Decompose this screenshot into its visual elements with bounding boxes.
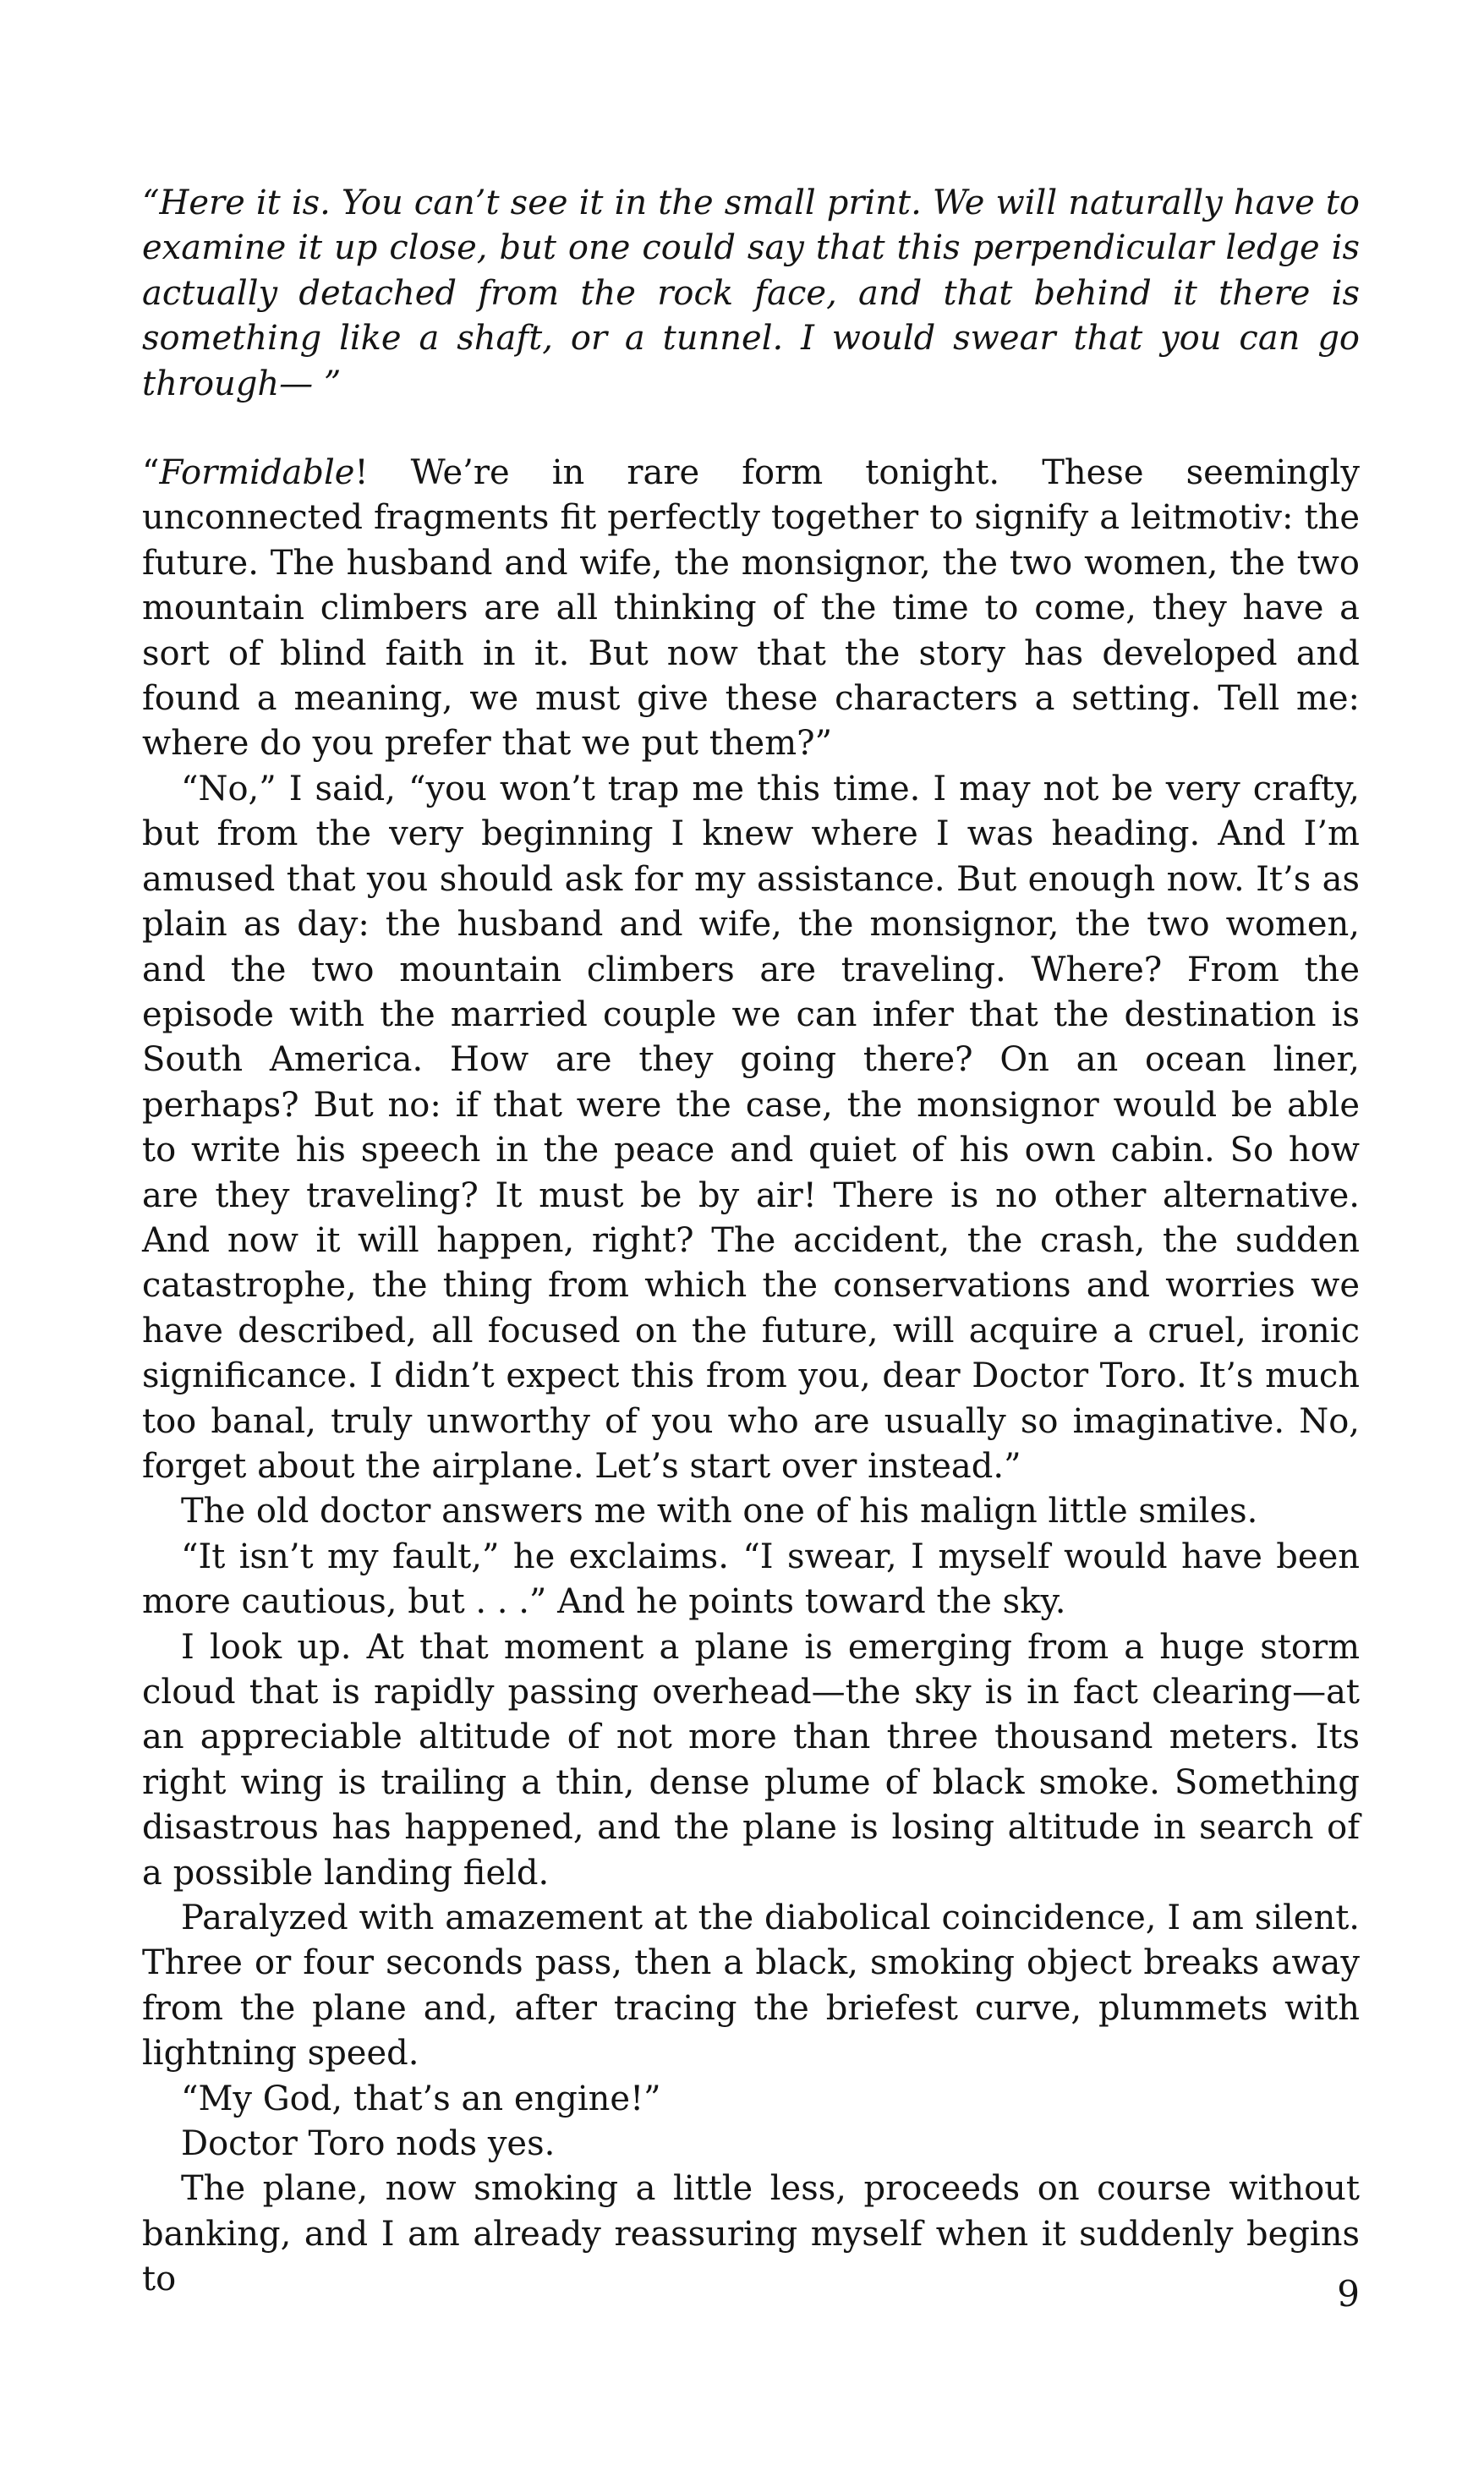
paragraph-formidable — [142, 451, 1360, 767]
paragraph-not-my-fault: “It isn’t my fault,” he exclaims. “I swear, I myself would have been more cautious, but . . .” And he points toward the sky. — [142, 1537, 1360, 1622]
paragraph-old-doctor: The old doctor answers me with one of his malign little smiles. — [181, 1492, 1258, 1531]
paragraph-tunnel-quote: “Here it is. You can’t see it in the small print. We will naturally have to examine it up close, but one could say that this perpendicular ledge is actually detached from the rock face, and that behind it there is something like a shaft, or a tunnel. I would swear that you can go through— ” — [142, 184, 1360, 403]
paragraph-look-up: I look up. At that moment a plane is emerging from a huge storm cloud that is rapidly passing overhead—the sky is in fact clearing—at an appreciable altitude of not more than three thousand meters. Its right wing is trailing a thin, dense plume of black smoke. Something disastrous has happened, and the plane is losing altitude in search of a possible landing field. — [142, 1627, 1360, 1893]
page-body — [142, 181, 1360, 2303]
paragraph-no-trap: “No,” I said, “you won’t trap me this time. I may not be very crafty, but from the very beginning I knew where I was heading. And I’m amused that you should ask for my assistance. But enough now. It’s as plain as day: the husband and wife, the monsignor, the two women, and the two mountain climbers are traveling. Where? From the episode with the married couple we can infer that the destination is South America. How are they going there? On an ocean liner, perhaps? But no: if that were the case, the monsignor would be able to write his speech in the peace and quiet of his own cabin. So how are they traveling? It must be by air! There is no other alternative. And now it will happen, right? The accident, the crash, the sudden catastrophe, the thing from which the conservations and worries we have described, all focused on the future, will acquire a cruel, ironic significance. I didn’t expect this from you, dear Doctor Toro. It’s much too banal, truly unworthy of you who are usually so imaginative. No, forget about the airplane. Let’s start over instead.” — [142, 769, 1360, 1486]
page-number: 9 — [1337, 2273, 1360, 2315]
paragraph-formidable-text: “Formidable! We’re in rare form tonight. These seemingly unconnected fragments fit perfectly together to signify a leitmotiv: the future. The husband and wife, the monsignor, the two women, the two mountain climbers are all thinking of the time to come, they have a sort of blind faith in it. But now that the story has developed and found a meaning, we must give these characters a setting. Tell me: where do you prefer that we put them?” — [142, 453, 1360, 764]
paragraph-engine: “My God, that’s an engine!” — [181, 2079, 661, 2118]
paragraph-toro-nods: Doctor Toro nods yes. — [181, 2124, 556, 2164]
paragraph-paralyzed: Paralyzed with amazement at the diabolical coincidence, I am silent. Three or four seconds pass, then a black, smoking object breaks away from the plane and, after tracing the briefest curve, plummets with lightning speed. — [142, 1898, 1360, 2074]
italic-formidable: Formidable — [159, 453, 355, 493]
paragraph-plane-course: The plane, now smoking a little less, proceeds on course without banking, and I am already reassuring myself when it suddenly begins to — [142, 2169, 1360, 2299]
